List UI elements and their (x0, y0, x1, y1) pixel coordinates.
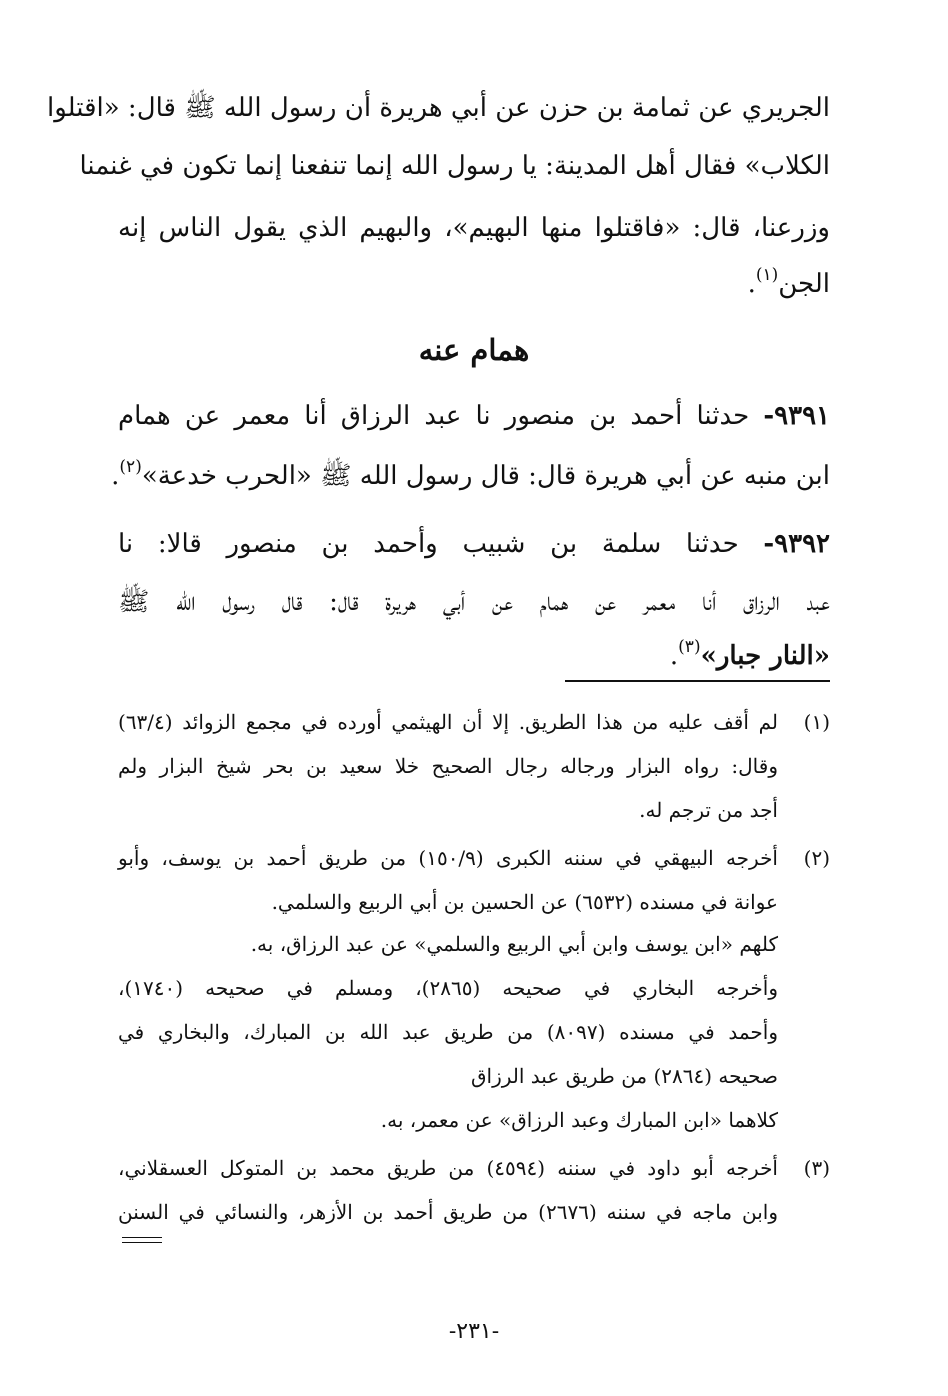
footnote-line: صحيحه (٢٨٦٤) من طريق عبد الرزاق (471, 1064, 778, 1088)
footnote-number: (٣) (803, 1156, 830, 1180)
footnote-line: وأخرجه البخاري في صحيحه (٢٨٦٥)، ومسلم في صحيحه (١٧٤٠)، (118, 976, 778, 1000)
footnote-line: وقال: رواه البزار ورجاله رجال الصحيح خلا سعيد بن بحر شيخ البزار ولم (118, 754, 778, 778)
hadith-line: ٩٣٩٢- حدثنا سلمة بن شبيب وأحمد بن منصور قالا: نا (118, 529, 831, 559)
footnote-line: أجد من ترجم له. (639, 798, 778, 822)
footnote-marker: (٢) (119, 457, 142, 477)
footnote-line: كلاهما «ابن المبارك وعبد الرزاق» عن معمر، به. (380, 1108, 778, 1132)
continuation-line: وزرعنا، قال: «فاقتلوا منها البهيم»، والبهيم الذي يقول الناس إنه (118, 213, 830, 243)
footnote-marker: (١) (755, 265, 779, 285)
footnote-line: وأحمد في مسنده (٨٠٩٧) من طريق عبد الله بن المبارك، والبخاري في (118, 1020, 778, 1044)
footnote-marker: (٣) (678, 637, 701, 657)
footnote-number: (١) (803, 710, 830, 734)
footnote-separator (565, 680, 830, 682)
hadith-number: ٩٣٩٢- (763, 529, 831, 559)
footnote-line: (٣)أخرجه أبو داود في سننه (٤٥٩٤) من طريق محمد بن المتوكل العسقلاني، (118, 1148, 830, 1188)
footnote-line: عوانة في مسنده (٦٥٣٢) عن الحسين بن أبي الربيع والسلمي. (271, 890, 778, 914)
footnote-line: كلهم «ابن يوسف وابن أبي الربيع والسلمي» عن عبد الرزاق، به. (250, 932, 778, 956)
hadith-line: «النار جبار»$^{(٣)}$. (669, 637, 830, 671)
continuation-line: الكلاب» فقال أهل المدينة: يا رسول الله إنما تنفعنا إنما تكون في غنمنا (79, 151, 830, 181)
page-number: -٢٣١- (448, 1319, 500, 1344)
continuation-mark (122, 1237, 162, 1243)
hadith-line: ٩٣٩١- حدثنا أحمد بن منصور نا عبد الرزاق أنا معمر عن همام (118, 401, 831, 431)
hadith-number: ٩٣٩١- (763, 401, 831, 431)
continuation-line: الجن$^{(١)}$. (747, 265, 830, 299)
footnote-number: (٢) (803, 846, 830, 870)
footnote-line: (٢)أخرجه البيهقي في سننه الكبرى (١٥٠/٩) من طريق أحمد بن يوسف، وأبو (118, 838, 830, 878)
footnote-line: (١)لم أقف عليه من هذا الطريق. إلا أن الهيثمي أورده في مجمع الزوائد (٦٣/٤) (118, 702, 830, 742)
book-page (47, 0, 831, 1396)
hadith-line: ابن منبه عن أبي هريرة قال: قال رسول الله ﷺ «الحرب خدعة»$^{(٢)}$. (111, 457, 830, 491)
continuation-line: الجريري عن ثمامة بن حزن عن أبي هريرة أن رسول الله ﷺ قال: «اقتلوا (47, 93, 830, 123)
section-heading: همام عنه (418, 333, 530, 367)
hadith-line: عبد الرزاق أنا معمر عن همام عن أبي هريرة قال: قال رسول الله ﷺ (118, 587, 830, 617)
footnote-line: وابن ماجه في سننه (٢٦٧٦) من طريق أحمد بن الأزهر، والنسائي في السنن (118, 1200, 778, 1224)
